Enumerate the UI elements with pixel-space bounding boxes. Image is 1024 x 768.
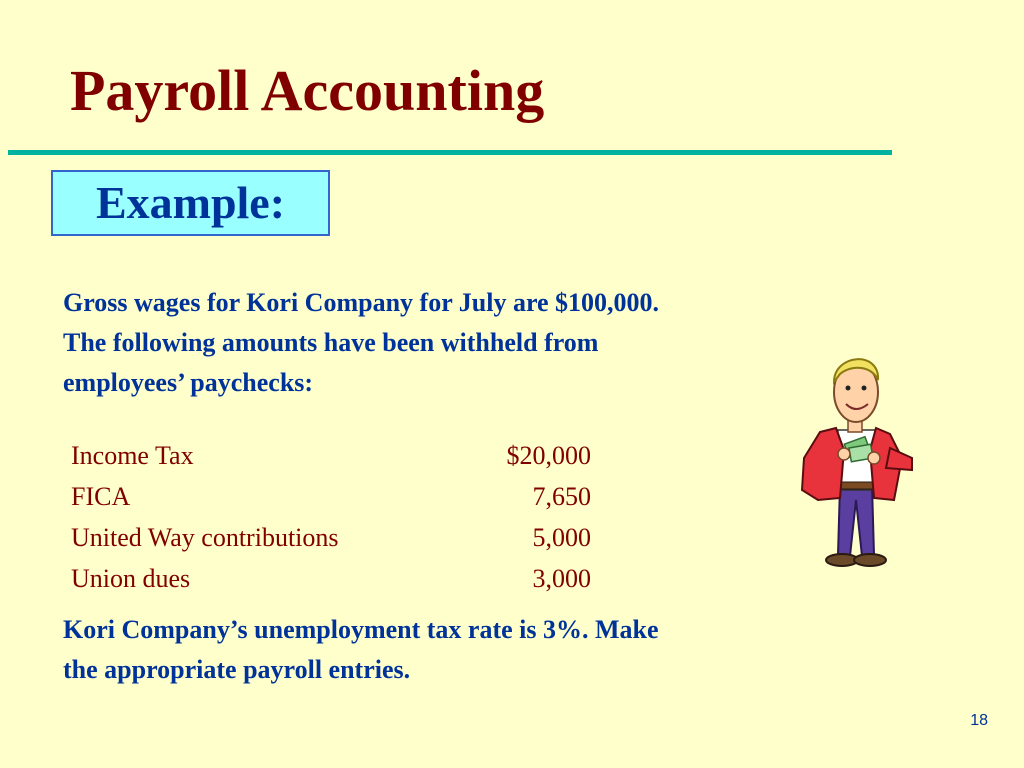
withholding-label: United Way contributions — [71, 523, 339, 552]
intro-line: employees’ paychecks: — [63, 368, 314, 397]
withholding-row — [71, 476, 591, 517]
page-number: 18 — [970, 712, 988, 729]
withholding-label: Union dues — [71, 564, 191, 593]
withholding-amount: 5,000 — [532, 523, 591, 552]
withholding-label: Income Tax — [71, 441, 194, 470]
slide-title: Payroll Accounting — [70, 58, 545, 123]
closing-text — [63, 610, 883, 690]
withholding-label: FICA — [71, 482, 131, 511]
intro-text — [63, 283, 863, 403]
withholding-row — [71, 517, 591, 558]
withholding-amount: 3,000 — [532, 564, 591, 593]
withholding-row — [71, 558, 591, 599]
withholdings-table — [71, 435, 591, 599]
example-box — [51, 170, 330, 236]
closing-line: the appropriate payroll entries. — [63, 655, 411, 684]
withholding-amount: $20,000 — [506, 441, 591, 470]
withholding-amount: 7,650 — [532, 482, 591, 511]
intro-line: The following amounts have been withheld from — [63, 328, 599, 357]
withholding-row — [71, 435, 591, 476]
businessman-clipart — [790, 340, 920, 575]
intro-line: Gross wages for Kori Company for July are $100,000. — [63, 288, 660, 317]
example-label: Example: — [95, 177, 286, 228]
title-divider — [8, 150, 892, 155]
closing-line: Kori Company’s unemployment tax rate is 3%. Make — [63, 615, 659, 644]
